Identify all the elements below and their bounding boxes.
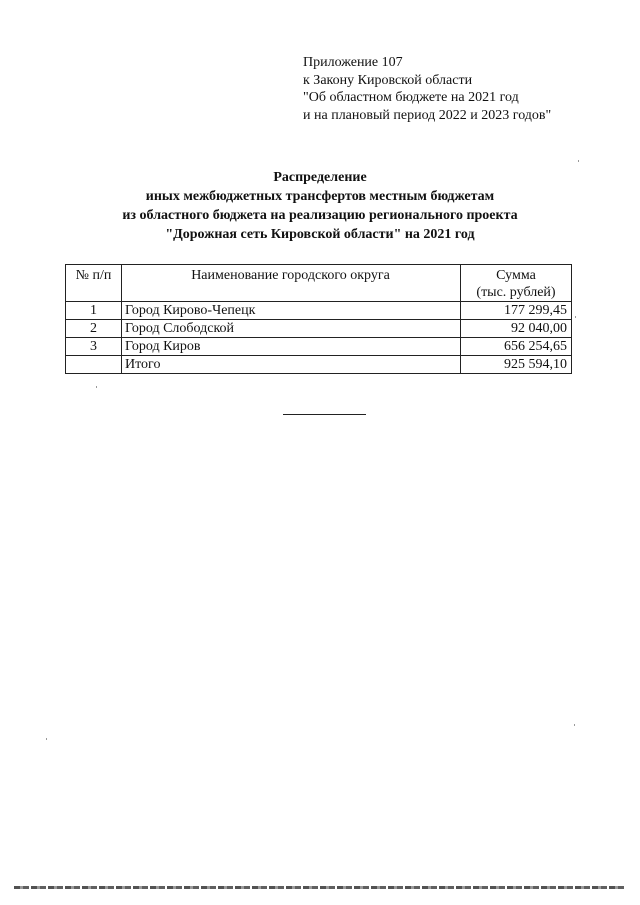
scan-speck	[575, 316, 576, 318]
scan-speck	[96, 386, 97, 388]
total-num-empty	[66, 356, 122, 374]
row-sum: 656 254,65	[461, 338, 572, 356]
scan-speck	[574, 724, 575, 726]
appendix-line: и на плановый период 2022 и 2023 годов"	[303, 107, 552, 123]
table-row	[66, 338, 572, 356]
appendix-line: "Об областном бюджете на 2021 год	[303, 90, 519, 105]
row-sum: 177 299,45	[461, 302, 572, 320]
total-sum: 925 594,10	[461, 356, 572, 374]
title-line: иных межбюджетных трансфертов местным бюджетам	[145, 189, 495, 204]
distribution-table	[65, 264, 572, 374]
document-title	[0, 168, 640, 244]
scan-speck	[46, 738, 47, 740]
header-sum-line1: Сумма	[496, 268, 536, 283]
table-row	[66, 320, 572, 338]
header-name: Наименование городского округа	[122, 265, 461, 302]
appendix-line: к Закону Кировской области	[303, 72, 473, 88]
table-row	[66, 302, 572, 320]
scan-bottom-edge	[14, 886, 626, 889]
table-header-row	[66, 265, 572, 302]
header-num: № п/п	[66, 265, 122, 302]
appendix-line: Приложение 107	[303, 55, 403, 70]
row-num: 2	[66, 320, 122, 338]
total-row	[66, 356, 572, 374]
header-sum	[461, 265, 572, 302]
title-line: Распределение	[273, 170, 367, 185]
row-name: Город Слободской	[122, 320, 461, 338]
title-line: из областного бюджета на реализацию регионального проекта	[122, 208, 518, 223]
row-num: 1	[66, 302, 122, 320]
row-name: Город Кирово-Чепецк	[122, 302, 461, 320]
row-num: 3	[66, 338, 122, 356]
title-line: "Дорожная сеть Кировской области" на 2021 год	[165, 227, 475, 242]
end-separator-line	[283, 414, 366, 415]
scan-speck	[578, 160, 579, 162]
appendix-note	[303, 54, 551, 124]
row-name: Город Киров	[122, 338, 461, 356]
total-label: Итого	[122, 356, 461, 374]
header-sum-line2: (тыс. рублей)	[476, 285, 556, 300]
row-sum: 92 040,00	[461, 320, 572, 338]
